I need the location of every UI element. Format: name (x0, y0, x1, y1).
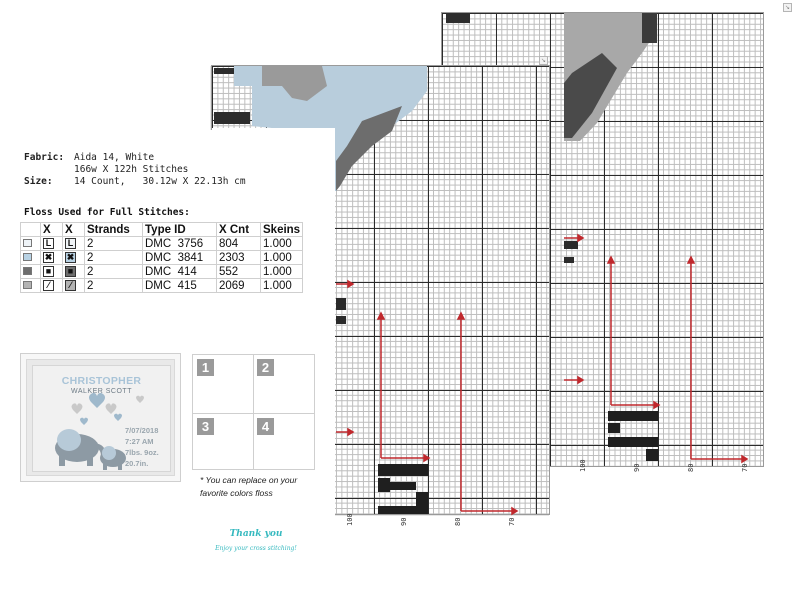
stitch-block (378, 464, 428, 476)
quadrant-2: 2 (257, 359, 274, 376)
floss-row (21, 265, 303, 279)
col-header: Strands (85, 223, 143, 237)
id-cell: 3841 (177, 251, 204, 264)
color-swatch (23, 281, 32, 289)
type-cell: DMC (145, 251, 172, 264)
type-cell: DMC (145, 237, 172, 250)
preview-length: 20.7in. (125, 459, 149, 468)
count-cell: 2069 (217, 279, 261, 293)
col-header: X (41, 223, 63, 237)
strands-cell: 2 (85, 279, 143, 293)
stitch-block (646, 449, 658, 461)
skeins-cell: 1.000 (261, 237, 303, 251)
enjoy-message: Enjoy your cross stitching! (215, 545, 297, 552)
type-cell: DMC (145, 265, 172, 278)
color-note: * You can replace on your favorite colors floss (200, 475, 298, 498)
floss-table (20, 222, 303, 293)
fabric-label: Fabric: (24, 152, 65, 163)
stitch-count: 166w X 122h Stitches (74, 164, 189, 175)
id-cell: 415 (177, 279, 197, 292)
strands-cell: 2 (85, 251, 143, 265)
axis-label: 100 (346, 513, 354, 526)
heart-icon (136, 396, 144, 403)
stitch-block (608, 423, 620, 433)
stitch-block (336, 316, 346, 324)
symbol-icon: ✖ (44, 251, 53, 262)
skeins-cell: 1.000 (261, 279, 303, 293)
axis-label: 90 (633, 463, 641, 472)
id-cell: 414 (177, 265, 197, 278)
count-cell: 804 (217, 237, 261, 251)
floss-row (21, 237, 303, 251)
framed-preview (20, 353, 181, 482)
axis-label: 100 (579, 459, 587, 472)
heart-icon (72, 403, 83, 414)
symbol-icon: L (65, 238, 76, 249)
stitch-block (378, 506, 428, 514)
symbol-icon: ✖ (66, 251, 75, 262)
quadrant-guide (192, 354, 315, 470)
pattern-info (24, 152, 246, 188)
symbol-icon: ■ (65, 266, 76, 277)
preview-date: 7/07/2018 (125, 426, 159, 435)
skeins-cell: 1.000 (261, 265, 303, 279)
color-swatch (23, 267, 32, 275)
heart-icon (80, 418, 88, 425)
color-swatch (23, 239, 32, 247)
quadrant-1: 1 (197, 359, 214, 376)
stitch-block (214, 112, 250, 124)
color-swatch (23, 253, 32, 261)
heart-icon (89, 393, 105, 408)
elephant-ear (57, 429, 81, 451)
size-value: 14 Count, 30.12w X 22.13h cm (74, 176, 246, 187)
axis-label: 70 (508, 517, 516, 526)
symbol-icon: ⁄ (43, 280, 54, 291)
stitch-block (416, 492, 428, 506)
heart-icon (106, 403, 117, 414)
floss-row (21, 279, 303, 293)
col-header: Skeins (261, 223, 303, 237)
stitch-block (390, 482, 416, 490)
id-cell: 3756 (177, 237, 204, 250)
quadrant-4: 4 (257, 418, 274, 435)
preview-middle-last: WALKER SCOTT (71, 388, 132, 395)
symbol-icon: ⁄ (65, 280, 76, 291)
page-corner-icon[interactable]: ↘ (540, 57, 547, 64)
floss-title: Floss Used for Full Stitches: (24, 207, 190, 218)
col-header: Type ID (143, 223, 217, 237)
stitch-block (214, 68, 234, 74)
heart-icon (114, 414, 122, 421)
stitch-block (446, 13, 470, 23)
count-cell: 2303 (217, 251, 261, 265)
quadrant-3: 3 (197, 418, 214, 435)
type-cell: DMC (145, 279, 172, 292)
stitch-block (608, 437, 658, 447)
page-corner-icon[interactable]: ↘ (784, 4, 791, 11)
preview-weight: 7lbs. 9oz. (125, 448, 159, 457)
symbol-icon: L (43, 238, 54, 249)
skeins-cell: 1.000 (261, 251, 303, 265)
col-header: X (63, 223, 85, 237)
elephant-small-ear (102, 446, 116, 460)
count-cell: 552 (217, 265, 261, 279)
strands-cell: 2 (85, 237, 143, 251)
axis-label: 90 (400, 517, 408, 526)
symbol-icon: ■ (43, 266, 54, 277)
thank-you: Thank you (229, 529, 283, 539)
fabric-value: Aida 14, White (74, 152, 155, 163)
axis-label: 70 (741, 463, 749, 472)
axis-label: 80 (454, 517, 462, 526)
strands-cell: 2 (85, 265, 143, 279)
stitch-block (564, 241, 578, 249)
stitch-block (608, 411, 658, 421)
col-header (21, 223, 41, 237)
preview-name: CHRISTOPHER (61, 375, 142, 387)
stitch-block (642, 13, 657, 43)
floss-row (21, 251, 303, 265)
stitch-block (336, 298, 346, 310)
stitch-block (564, 257, 574, 263)
floss-header-row (21, 223, 303, 237)
preview-canvas (32, 365, 171, 472)
size-label: Size: (24, 176, 53, 187)
col-header: X Cnt (217, 223, 261, 237)
axis-label: 80 (687, 463, 695, 472)
preview-time: 7:27 AM (125, 437, 154, 446)
stitch-block (378, 478, 390, 492)
